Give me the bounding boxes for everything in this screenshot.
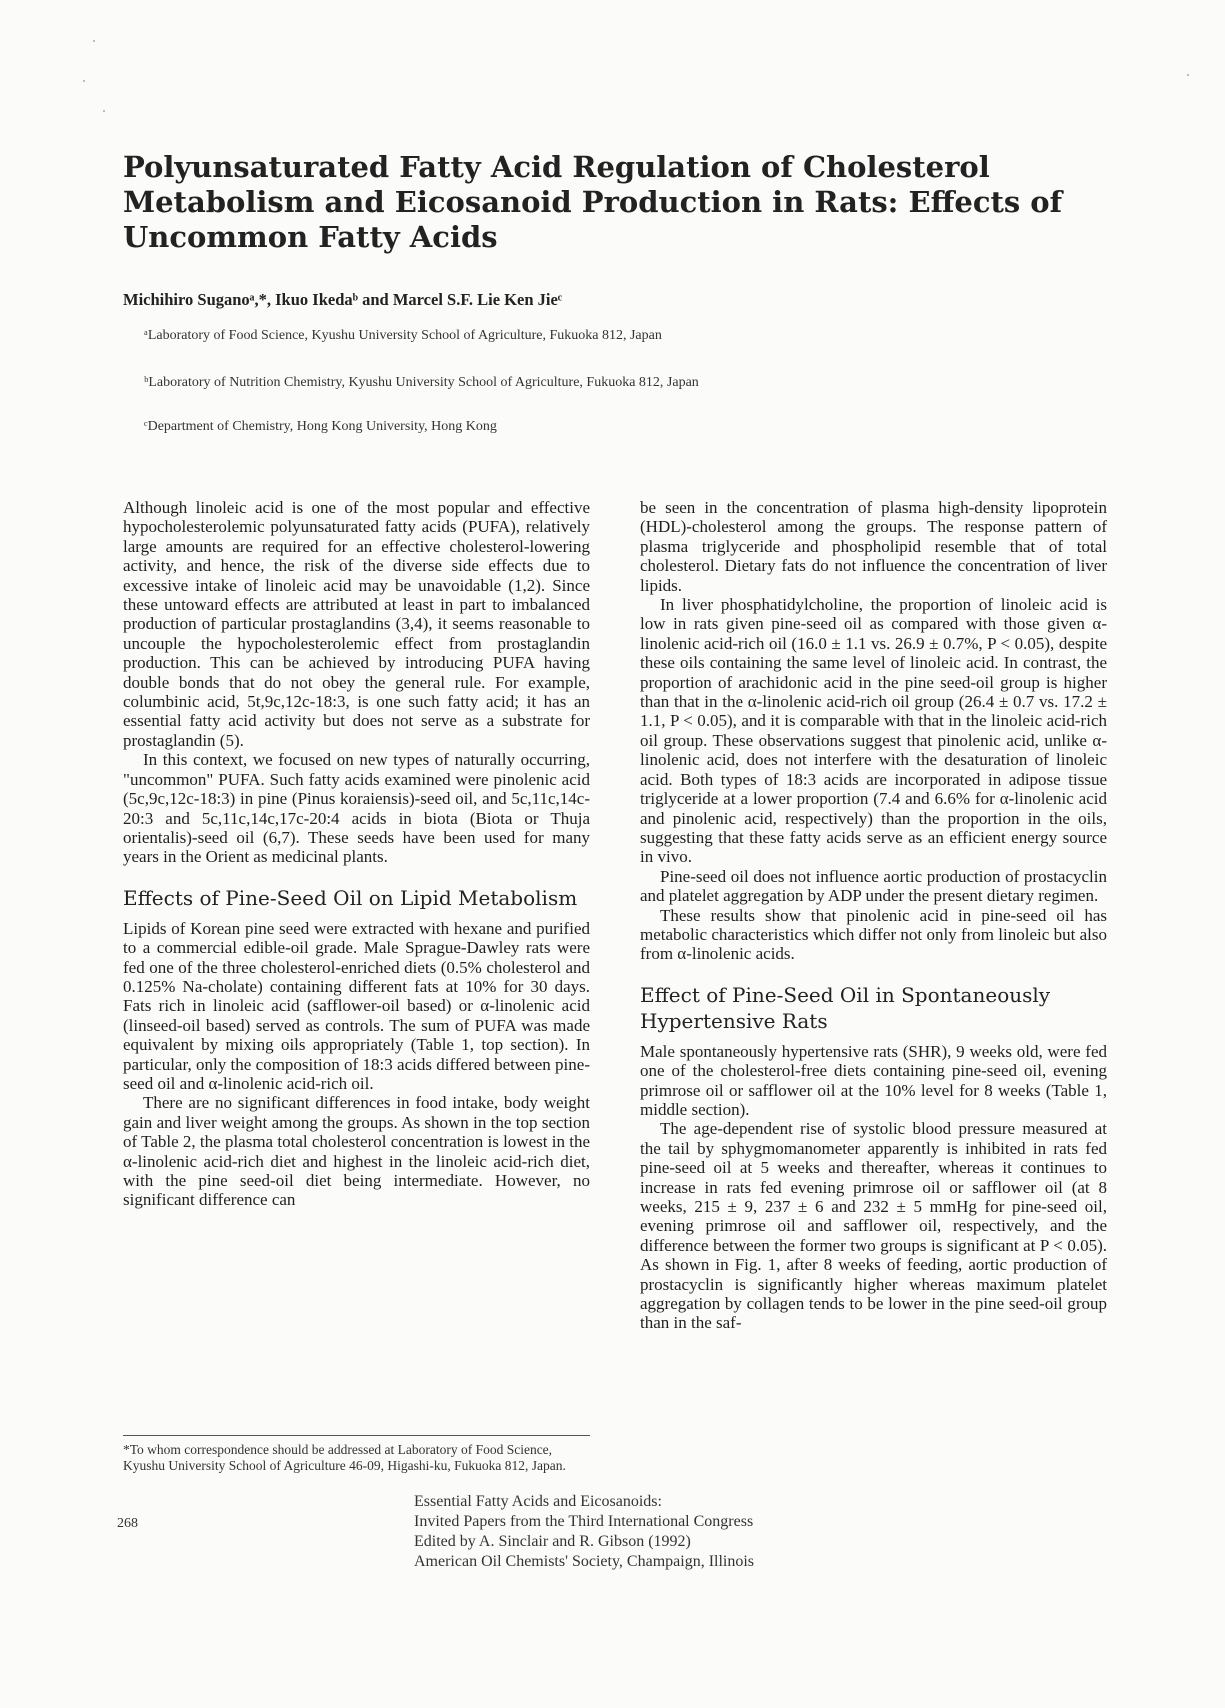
affiliation-c: ᶜDepartment of Chemistry, Hong Kong University, Hong Kong: [144, 419, 497, 434]
correspondence-footnote: *To whom correspondence should be addressed at Laboratory of Food Science, Kyushu University School of Agriculture 46-09, Higashi-ku, Fukuoka 812, Japan.: [123, 1435, 590, 1474]
source-citation: [414, 1492, 934, 1572]
paragraph: Although linoleic acid is one of the most popular and effective hypocholesterolemic polyunsaturated fatty acids (PUFA), relatively large amounts are required for an effective cholesterol-lowering activity, and hence, the risk of the diverse side effects due to excessive intake of linoleic acid may be unavoidable (1,2). Since these untoward effects are attributed at least in part to imbalanced production of particular prostaglandins (3,4), it seems reasonable to uncouple the hypocholesterolemic effect from prostaglandin production. This can be achieved by introducing PUFA having double bonds that do not obey the general rule. For example, columbinic acid, 5t,9c,12c-18:3, is one such fatty acid; it has an essential fatty acid activity but does not serve as a substrate for prostaglandin (5).: [123, 498, 590, 750]
paragraph: These results show that pinolenic acid in pine-seed oil has metabolic characteristics which differ not only from linoleic but also from α-linolenic acids.: [640, 905, 1107, 964]
paragraph: There are no significant differences in food intake, body weight gain and liver weight among the groups. As shown in the top section of Table 2, the plasma total cholesterol concentration is lowest in the α-linolenic acid-rich diet and highest in the linoleic acid-rich diet, with the pine seed-oil diet being intermediate. However, no significant difference can: [123, 1093, 590, 1210]
affiliation-a: ᵃLaboratory of Food Science, Kyushu University School of Agriculture, Fukuoka 812, Japan: [144, 328, 662, 343]
left-column: [123, 498, 590, 1210]
paragraph: In this context, we focused on new types of naturally occurring, "uncommon" PUFA. Such fatty acids examined were pinolenic acid (5c,9c,12c-18:3) in pine (Pinus koraiensis)-seed oil, and 5c,11c,14c-20:3 and 5c,11c,14c,17c-20:4 acids in biota (Biota or Thuja orientalis)-seed oil (6,7). These seeds have been used for many years in the Orient as medicinal plants.: [123, 750, 590, 867]
paragraph: In liver phosphatidylcholine, the proportion of linoleic acid is low in rats given pine-seed oil as compared with those given α-linolenic acid-rich oil (16.0 ± 1.1 vs. 26.9 ± 0.7%, P < 0.05), despite these oils containing the same level of linoleic acid. In contrast, the proportion of arachidonic acid in the pine seed-oil group is higher than that in the α-linolenic acid-rich oil group (26.4 ± 0.7 vs. 17.2 ± 1.1, P < 0.05), and it is comparable with that in the linoleic acid-rich oil group. These observations suggest that pinolenic acid, unlike α-linolenic acid, does not interfere with the desaturation of linoleic acid. Both types of 18:3 acids are incorporated in adipose tissue triglyceride at a lower proportion (7.4 and 6.6% for α-linolenic acid and pinolenic acid, respectively) than the proportion in the oils, suggesting that these fatty acids serve as an efficient energy source in vivo.: [640, 595, 1107, 867]
section-heading: Effects of Pine-Seed Oil on Lipid Metabolism: [123, 885, 578, 910]
paragraph: be seen in the concentration of plasma high-density lipoprotein (HDL)-cholesterol among the groups. The response pattern of plasma triglyceride and phospholipid resemble that of total cholesterol. Dietary fats do not influence the concentration of liver lipids.: [640, 498, 1107, 595]
scan-speck: [1187, 74, 1189, 76]
source-line: Essential Fatty Acids and Eicosanoids:: [414, 1493, 662, 1510]
author-list: Michihiro Suganoᵃ,*, Ikuo Ikedaᵇ and Marcel S.F. Lie Ken Jieᶜ: [123, 290, 563, 309]
source-line: American Oil Chemists' Society, Champaign, Illinois: [414, 1553, 755, 1570]
scan-speck: [83, 80, 85, 82]
paragraph: Male spontaneously hypertensive rats (SHR), 9 weeks old, were fed one of the cholesterol-free diets containing pine-seed oil, evening primrose oil or safflower oil at the 10% level for 8 weeks (Table 1, middle section).: [640, 1041, 1107, 1119]
paragraph: The age-dependent rise of systolic blood pressure measured at the tail by sphygmomanometer apparently is inhibited in rats fed pine-seed oil at 5 weeks and thereafter, whereas it continues to increase in rats fed evening primrose oil or safflower oil (at 8 weeks, 215 ± 9, 237 ± 6 and 232 ± 5 mmHg for pine-seed oil, evening primrose oil and safflower oil, respectively, and the difference between the former two groups is significant at P < 0.05). As shown in Fig. 1, after 8 weeks of feeding, aortic production of prostacyclin is significantly higher whereas maximum platelet aggregation by collagen tends to be lower in the pine seed-oil group than in the saf-: [640, 1119, 1107, 1333]
section-heading: Effect of Pine-Seed Oil in Spontaneously Hypertensive Rats: [640, 982, 1051, 1033]
source-line: Edited by A. Sinclair and R. Gibson (1992): [414, 1533, 691, 1550]
paragraph: Lipids of Korean pine seed were extracted with hexane and purified to a commercial edible-oil grade. Male Sprague-Dawley rats were fed one of the three cholesterol-enriched diets (0.5% cholesterol and 0.125% Na-cholate) containing different fats at 10% for 30 days. Fats rich in linoleic acid (safflower-oil based) or α-linolenic acid (linseed-oil based) served as controls. The sum of PUFA was made equivalent by mixing oils appropriately (Table 1, top section). In particular, only the composition of 18:3 acids differed between pine-seed oil and α-linolenic acid-rich oil.: [123, 918, 590, 1093]
source-line: Invited Papers from the Third International Congress: [414, 1513, 754, 1530]
affiliation-b: ᵇLaboratory of Nutrition Chemistry, Kyushu University School of Agriculture, Fukuoka 812, Japan: [144, 375, 699, 390]
scan-speck: [93, 40, 95, 42]
paper-title: Polyunsaturated Fatty Acid Regulation of Cholesterol Metabolism and Eicosanoid Production in Rats: Effects of Uncommon Fatty Acids: [123, 150, 1063, 254]
right-column: [640, 498, 1107, 1333]
paragraph: Pine-seed oil does not influence aortic production of prostacyclin and platelet aggregation by ADP under the present dietary regimen.: [640, 866, 1107, 906]
scan-speck: [103, 110, 105, 112]
page-number: 268: [117, 1516, 138, 1531]
